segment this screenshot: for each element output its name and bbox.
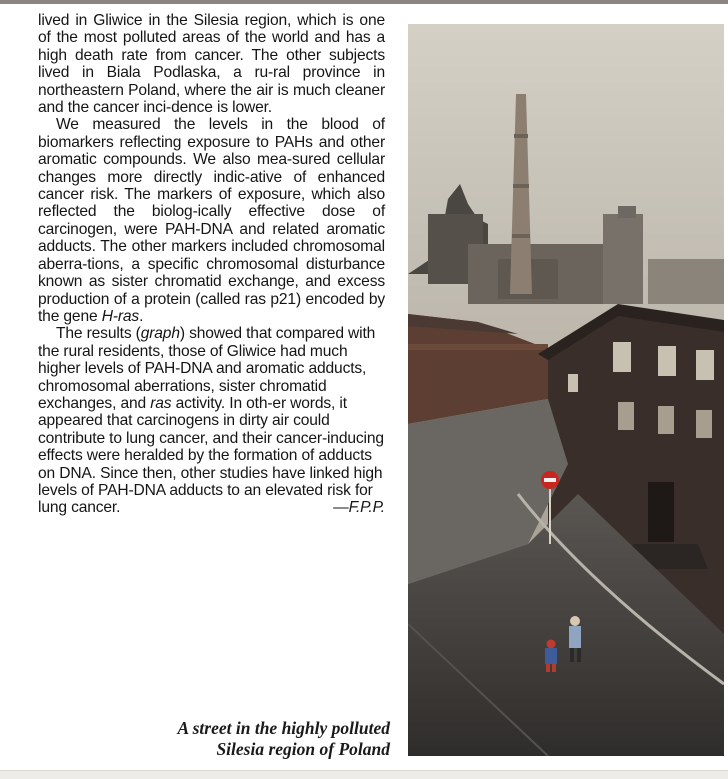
p3-text-a: The results ( xyxy=(56,325,141,343)
p2-gene-name: H-ras xyxy=(101,307,140,325)
p3-text-c: activity. In oth-er words, it appeared that carcinogens in dirty air could contribute to lung cancer, and their cancer-inducing effects were heralded by the formation of adducts on DNA. Since then, other studies have linked high levels of PAH-DNA adducts to an elevated risk for lung cancer. xyxy=(38,394,384,517)
industrial-street-photo xyxy=(408,24,724,756)
p2-end: . xyxy=(139,307,144,325)
paragraph-1: lived in Gliwice in the Silesia region, which is one of the most polluted areas of the world and has a high death rate from cancer. The other subjects lived in Biala Podlaska, a ru-ral province in northeastern Poland, where the air is much cleaner and the cancer inci-dence is lower. xyxy=(38,12,385,117)
caption-line-2: Silesia region of Poland xyxy=(216,739,390,759)
photo-caption xyxy=(120,718,390,760)
paragraph-3 xyxy=(38,325,385,516)
p2-text: We measured the levels in the blood of biomarkers reflecting exposure to PAHs and other aromatic compounds. We also mea-sured cellular changes more directly indic-ative of enhanced cancer risk. The markers of exposure, which also reflected the biolog-ically effective dose of carcinogen, were PAH-DNA and related aromatic adducts. The other markers included chromosomal aberra-tions, a specific chromosomal disturbance known as sister chromatid exchange, and excess production of a protein (called ras p21) encoded by the gene xyxy=(38,116,385,325)
caption-line-1: A street in the highly polluted xyxy=(177,718,390,738)
p3-text-b: ) showed that compared with the rural residents, those of Gliwice had much higher levels of PAH-DNA and aromatic adducts, chromosomal aberrations, sister chromatid exchanges, and xyxy=(38,325,376,412)
photo-illustration xyxy=(408,24,724,756)
p3-ras-term: ras xyxy=(150,394,172,412)
author-signoff: —F.P.P. xyxy=(333,499,385,517)
paragraph-2 xyxy=(38,116,385,325)
article-body xyxy=(38,12,385,517)
p3-graph-ref: graph xyxy=(140,325,180,343)
top-border xyxy=(0,0,728,4)
